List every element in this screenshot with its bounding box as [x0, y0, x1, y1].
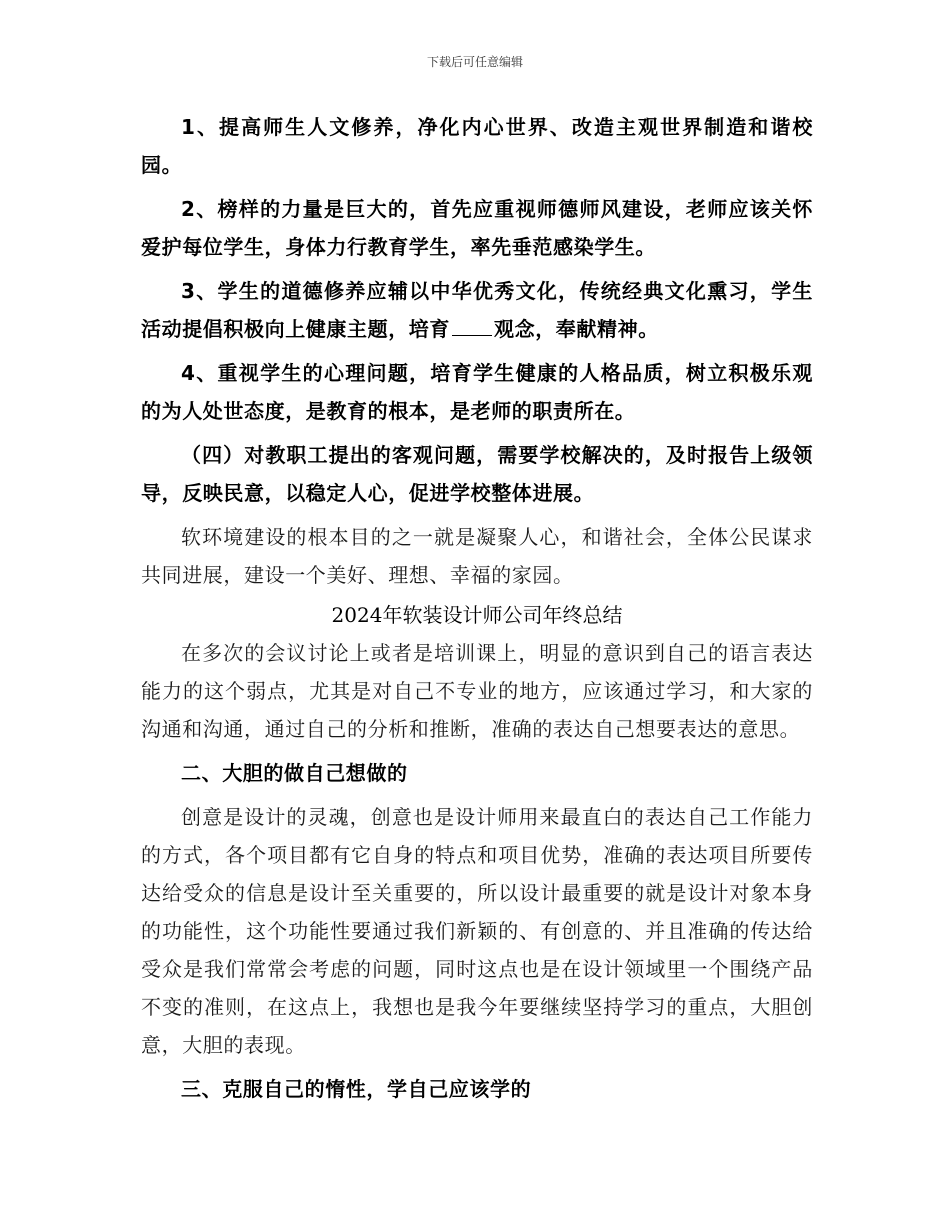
page-header: 下载后可任意编辑 [426, 55, 523, 69]
fill-blank [452, 317, 492, 336]
paragraph-4: 4、重视学生的心理问题，培育学生健康的人格品质，树立积极乐观的为人处世态度，是教育的根本，是老师的职责所在。 [141, 361, 813, 423]
paragraph-2: 2、榜样的力量是巨大的，首先应重视师德师风建设，老师应该关怀爱护每位学生，身体力行教育学生，率先垂范感染学生。 [141, 197, 813, 259]
document-body [141, 108, 813, 1108]
paragraph-3-before: 3、学生的道德修养应辅以中华优秀文化，传统经典文化熏习，学生活动提倡积极向上健康主题，培育 [141, 279, 813, 341]
paragraph-7: 在多次的会议讨论上或者是培训课上，明显的意识到自己的语言表达能力的这个弱点，尤其是对自己不专业的地方，应该通过学习，和大家的沟通和沟通，通过自己的分析和推断，准确的表达自己想要表达的意思。 [141, 641, 813, 741]
section-heading-3: 三、克服自己的惰性，学自己应该学的 [181, 1077, 532, 1101]
paragraph-1: 1、提高师生人文修养，净化内心世界、改造主观世界制造和谐校园。 [141, 115, 813, 177]
document-title: 2024年软装设计师公司年终总结 [331, 603, 623, 627]
paragraph-5: （四）对教职工提出的客观问题，需要学校解决的，及时报告上级领导，反映民意，以稳定人心，促进学校整体进展。 [141, 443, 813, 505]
section-heading-2: 二、大胆的做自己想做的 [181, 761, 408, 785]
paragraph-3-after: 观念，奉献精神。 [494, 317, 659, 341]
paragraph-6: 软环境建设的根本目的之一就是凝聚人心，和谐社会，全体公民谋求共同进展，建设一个美好、理想、幸福的家园。 [141, 525, 813, 587]
paragraph-8: 创意是设计的灵魂，创意也是设计师用来最直白的表达自己工作能力的方式，各个项目都有它自身的特点和项目优势，准确的表达项目所要传达给受众的信息是设计至关重要的，所以设计最重要的就是设计对象本身的功能性，这个功能性要通过我们新颖的、有创意的、并且准确的传达给受众是我们常常会考虑的问题，同时这点也是在设计领域里一个围绕产品不变的准则，在这点上，我想也是我今年要继续坚持学习的重点，大胆创意，大胆的表现。 [141, 805, 813, 1057]
paragraph-3 [141, 272, 813, 348]
